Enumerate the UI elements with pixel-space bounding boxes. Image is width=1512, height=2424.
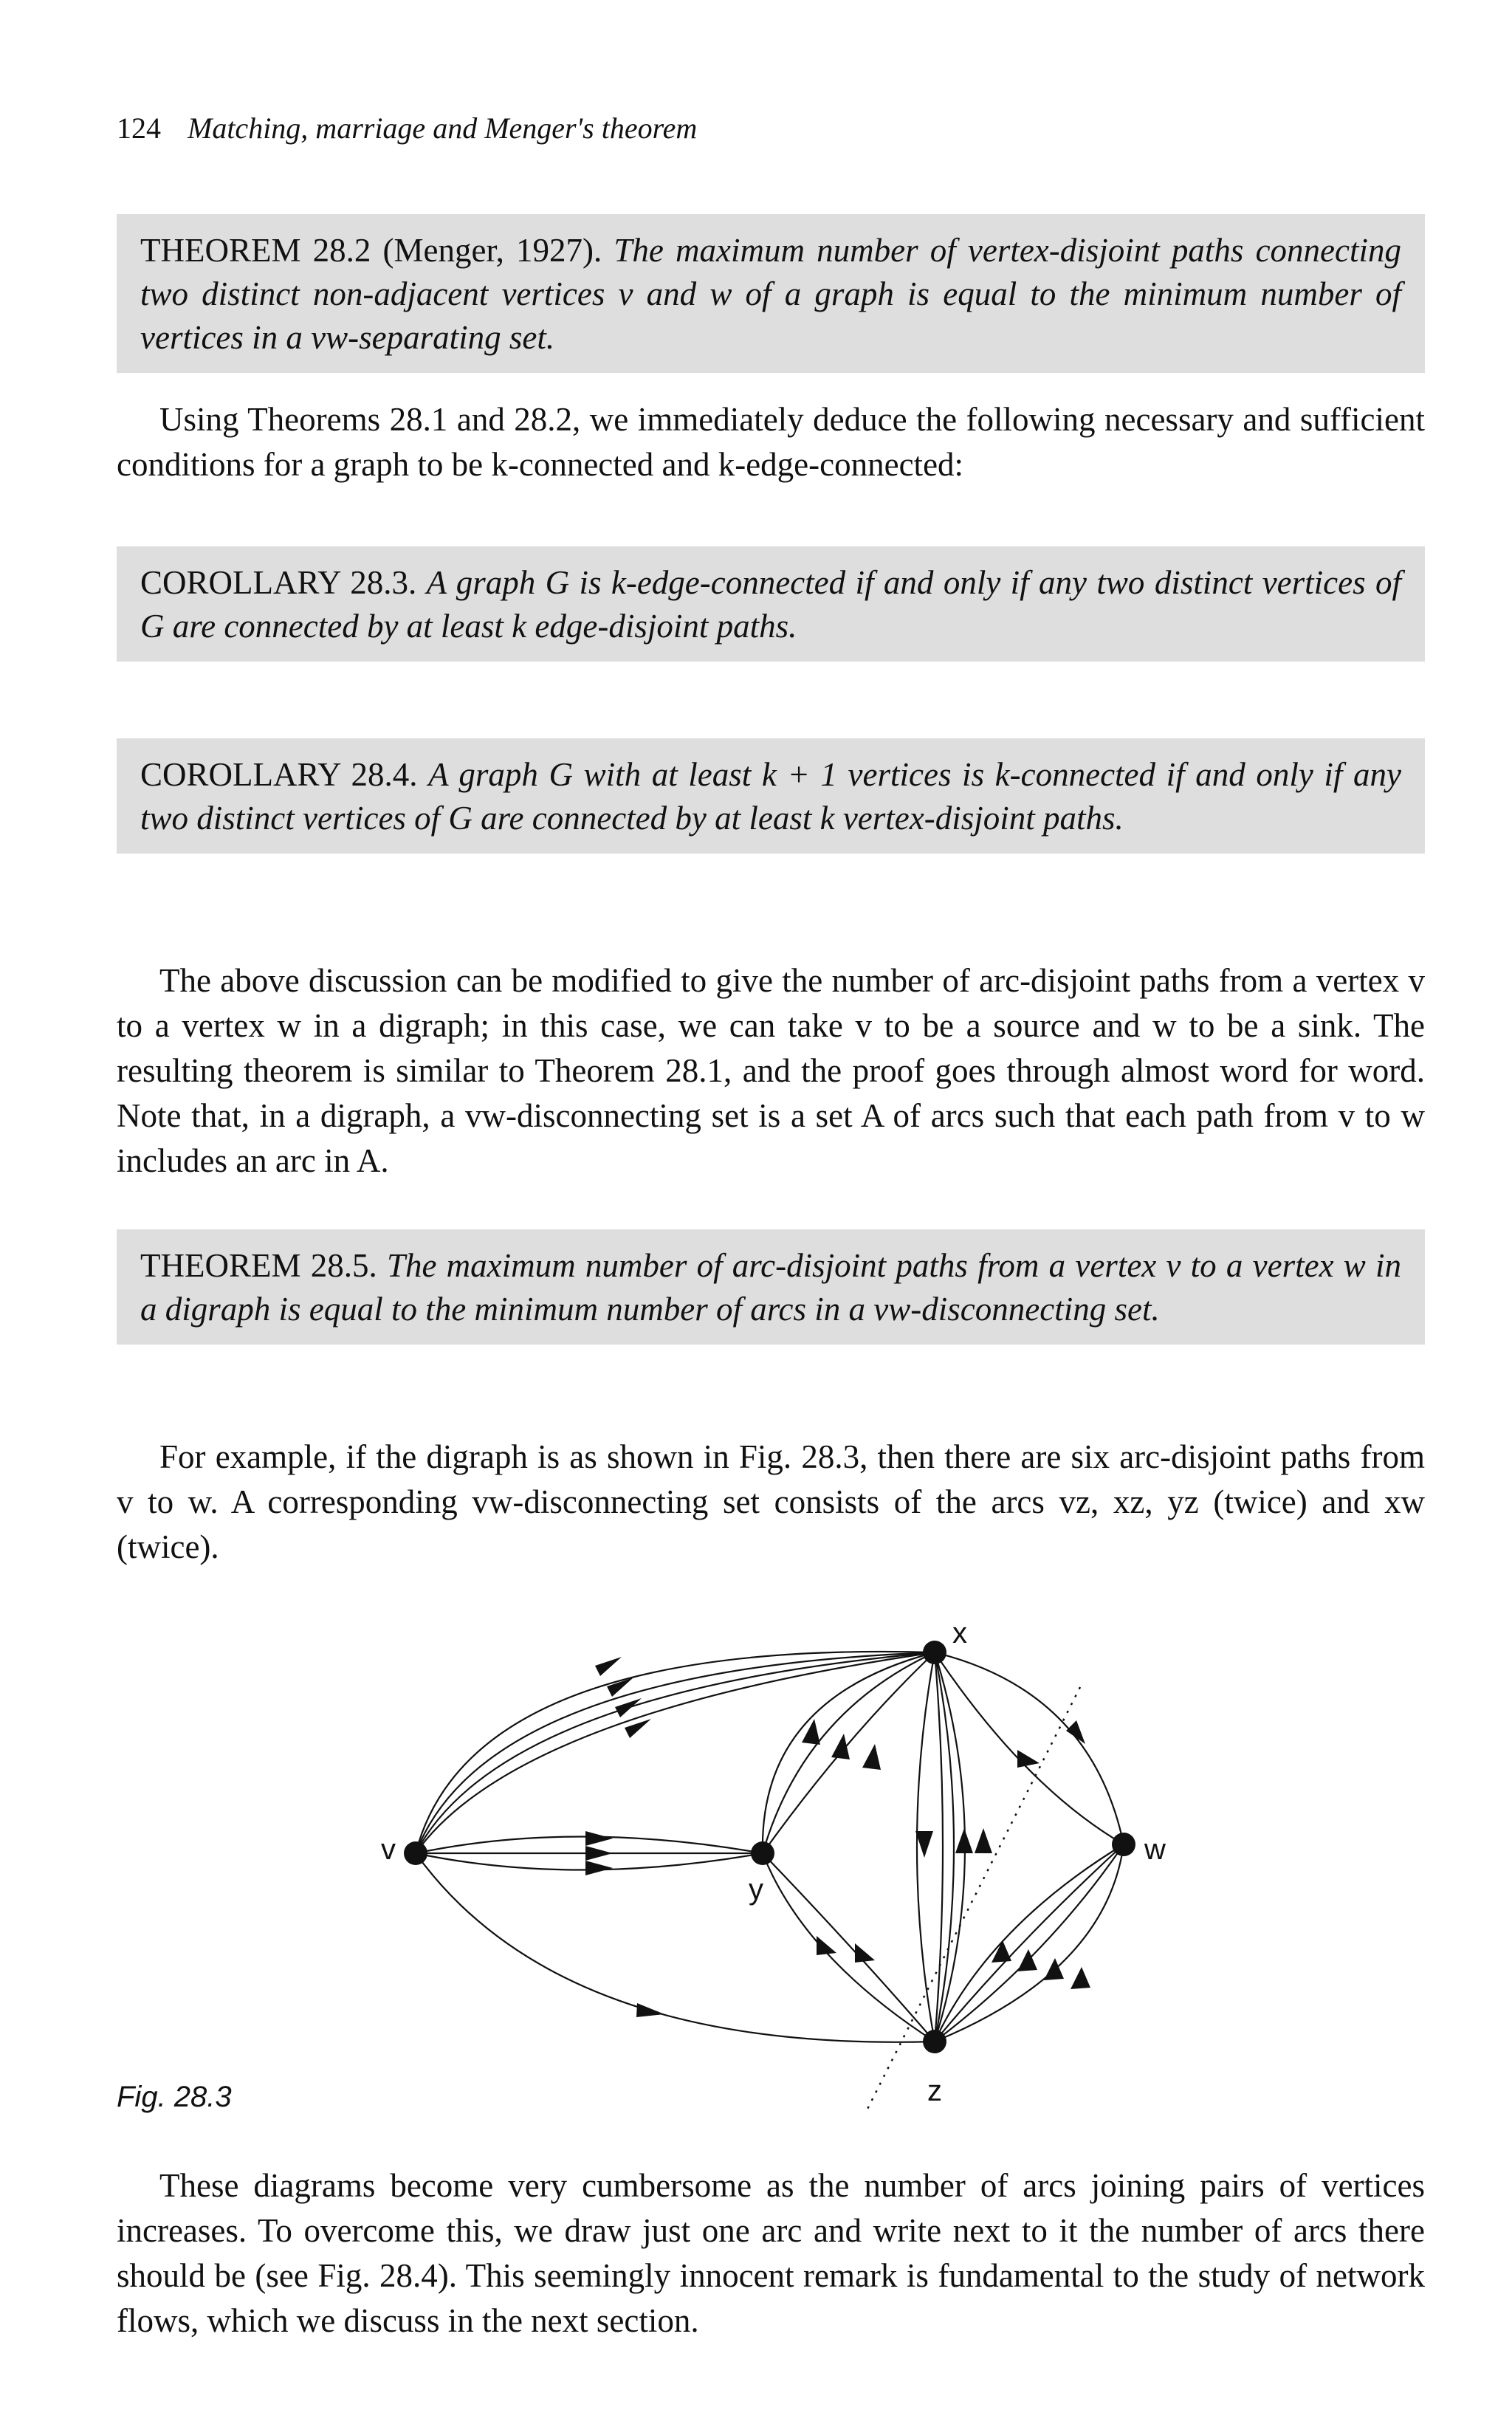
- arc-y-x: [763, 1652, 935, 1853]
- arrowhead: [636, 2003, 664, 2017]
- label-w: w: [1144, 1833, 1166, 1866]
- paragraph-4: These diagrams become very cumbersome as the number of arcs joining pairs of vertices increases. To overcome this, we draw just one arc and write next to it the number of arcs there should be (see Fig. 28.4). This seemingly innocent remark is fundamental to the study of network flows, which we discuss in the next section.: [117, 2167, 1425, 2339]
- corollary-28-4-box: [117, 738, 1425, 854]
- arc-z-w: [935, 1844, 1124, 2042]
- arc-x-z: [935, 1652, 943, 2042]
- label-y: y: [749, 1873, 763, 1906]
- arrowhead: [595, 1657, 622, 1676]
- page-number: 124: [117, 111, 161, 145]
- running-title: Matching, marriage and Menger's theorem: [188, 111, 698, 145]
- arc-z-w: [935, 1844, 1124, 2042]
- arrowhead: [831, 1734, 850, 1759]
- arrowhead: [1071, 1967, 1090, 1989]
- vertex-y: [751, 1841, 774, 1865]
- arc-x-w: [935, 1652, 1124, 1844]
- arrowhead: [817, 1936, 836, 1955]
- corollary-28-3-box: [117, 546, 1425, 662]
- vertex-x: [923, 1641, 946, 1664]
- arrowhead: [975, 1828, 992, 1853]
- paragraph-1: Using Theorems 28.1 and 28.2, we immediately deduce the following necessary and sufficient conditions for a graph to be k-connected and k-edge-connected:: [117, 401, 1425, 483]
- theorem-label: THEOREM 28.2 (Menger, 1927).: [140, 232, 602, 269]
- arc-y-z: [763, 1853, 935, 2042]
- arc-x-w: [935, 1652, 1124, 1844]
- corollary-label: COROLLARY 28.3.: [140, 564, 417, 601]
- paragraph-3: For example, if the digraph is as shown in Fig. 28.3, then there are six arc-disjoint paths from v to w. A corresponding vw-disconnecting set consists of the arcs vz, xz, yz (twice) and xw (twice).: [117, 1438, 1425, 1565]
- arrowhead: [585, 1831, 613, 1846]
- figure-caption: Fig. 28.3: [117, 2081, 232, 2113]
- corollary-label: COROLLARY 28.4.: [140, 756, 418, 793]
- vertex-v: [404, 1841, 427, 1865]
- theorem-statement: The maximum number of arc-disjoint paths from a vertex v to a vertex w in a digraph is equal to the minimum number of arcs in a vw-disconnecting set.: [140, 1247, 1401, 1328]
- corollary-statement: A graph G with at least k + 1 vertices is k-connected if and only if any two distinct vertices of G are connected by at least k vertex-disjoint paths.: [140, 756, 1402, 837]
- arrowhead: [802, 1719, 820, 1745]
- paragraph-2: The above discussion can be modified to give the number of arc-disjoint paths from a vertex v to a vertex w in a digraph; in this case, we can take v to be a source and w to be a sink. The resulting theorem is similar to Theorem 28.1, and the proof goes through almost word for word. Note that, in a digraph, a vw-disconnecting set is a set A of arcs such that each path from v to w includes an arc in A.: [117, 962, 1425, 1179]
- arrowhead: [585, 1861, 613, 1875]
- arc-z-w: [935, 1844, 1124, 2042]
- label-v: v: [381, 1833, 396, 1866]
- arrowhead: [955, 1828, 973, 1853]
- theorem-28-2-box: [117, 214, 1425, 373]
- arc-y-x: [763, 1652, 935, 1853]
- theorem-label: THEOREM 28.5.: [140, 1247, 377, 1284]
- label-x: x: [952, 1617, 967, 1649]
- arrowhead: [855, 1943, 875, 1963]
- arc-y-x: [763, 1652, 935, 1853]
- arrowhead: [615, 1698, 642, 1717]
- arc-z-w: [935, 1844, 1124, 2042]
- vertex-z: [923, 2030, 946, 2053]
- arrowhead: [585, 1846, 613, 1861]
- vertex-w: [1112, 1833, 1135, 1856]
- running-header: [117, 111, 697, 145]
- arrowhead: [862, 1744, 881, 1770]
- arc-y-z: [763, 1853, 935, 2042]
- arrowhead: [915, 1831, 933, 1858]
- label-z: z: [927, 2075, 942, 2107]
- theorem-28-5-box: [117, 1229, 1425, 1345]
- digraph-figure: [117, 1610, 1425, 2112]
- corollary-statement: A graph G is k-edge-connected if and only if any two distinct vertices of G are connected by at least k edge-disjoint paths.: [140, 564, 1402, 645]
- theorem-statement: The maximum number of vertex-disjoint paths connecting two distinct non-adjacent vertices v and w of a graph is equal to the minimum number of vertices in a vw-separating set.: [140, 232, 1401, 356]
- arrowhead: [1066, 1720, 1085, 1744]
- arrowhead: [1017, 1750, 1040, 1768]
- arrowhead: [625, 1719, 651, 1738]
- arrowhead: [1044, 1958, 1064, 1980]
